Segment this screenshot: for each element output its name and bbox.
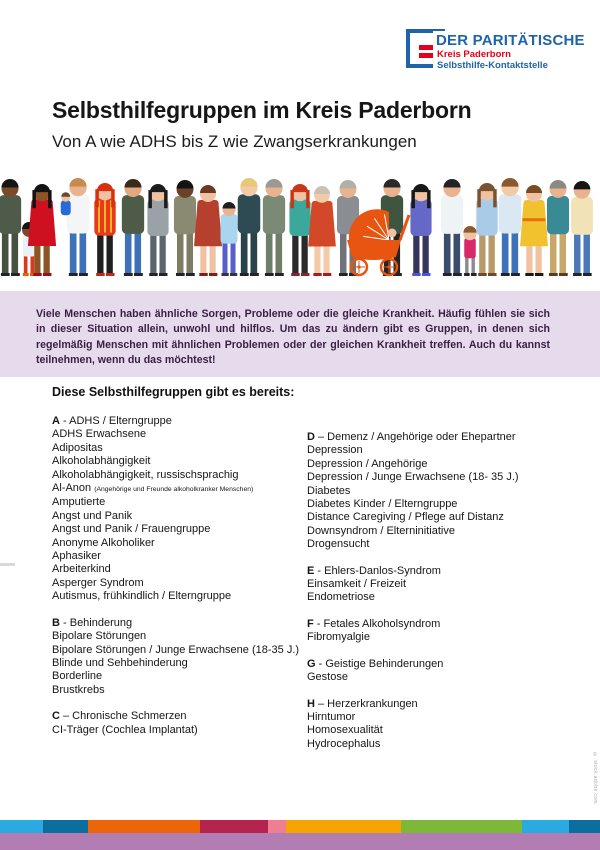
group-item: Drogensucht	[307, 538, 370, 551]
group-section	[52, 710, 307, 737]
group-lead: A - ADHS / Elterngruppe	[52, 415, 172, 427]
group-item: Alkoholabhängigkeit, russischsprachig	[52, 468, 239, 481]
group-item: Downsyndrom / Elterninitiative	[307, 524, 455, 537]
group-item: Asperger Syndrom	[52, 576, 144, 589]
logo-region: Kreis Paderborn	[437, 49, 511, 60]
group-section	[307, 618, 560, 645]
group-lead: E - Ehlers-Danlos-Syndrom	[307, 564, 441, 577]
group-item: Blinde und Sehbehinderung	[52, 656, 188, 669]
group-item: Anonyme Alkoholiker	[52, 536, 155, 549]
group-item: Depression / Junge Erwachsene (18- 35 J.)	[307, 471, 519, 484]
group-item: Adipositas	[52, 441, 103, 454]
group-lead: H – Herzerkrankungen	[307, 697, 418, 710]
page-subtitle: Von A wie ADHS bis Z wie Zwangserkrankungen	[52, 132, 417, 151]
group-lead: F - Fetales Alkoholsyndrom	[307, 617, 441, 630]
footer-color-stripe	[0, 820, 600, 833]
page-title: Selbsthilfegruppen im Kreis Paderborn	[52, 97, 472, 123]
intro-text: Viele Menschen haben ähnliche Sorgen, Probleme oder die gleiche Krankheit. Häufig fühlen sie sich in dieser Situation allein, unwohl und hilflos. Um das zu ändern gibt es Gruppen, in denen sich regelmäßig Menschen mit ähnlichen Problemen oder der gleichen Krankheit treffen. Auch du kannst teilnehmen, wenn du das möchtest!	[36, 308, 550, 366]
group-letter: C	[52, 710, 60, 723]
group-item: CI-Träger (Cochlea Implantat)	[52, 723, 198, 736]
group-item: Einsamkeit / Freizeit	[307, 578, 407, 591]
group-lead: C – Chronische Schmerzen	[52, 710, 187, 723]
group-item: Aphasiker	[52, 550, 101, 563]
group-item: Autismus, frühkindlich / Elterngruppe	[52, 590, 232, 603]
stripe-segment	[268, 820, 286, 833]
group-lead: G - Geistige Behinderungen	[307, 657, 444, 670]
logo-text-block	[433, 31, 585, 71]
group-section	[52, 415, 307, 604]
stripe-segment	[200, 820, 268, 833]
group-section	[307, 658, 560, 685]
group-item: Hydrocephalus	[307, 737, 381, 750]
group-item: Bipolare Störungen	[52, 630, 147, 643]
stripe-segment	[522, 820, 569, 833]
group-item: Borderline	[52, 670, 103, 683]
group-item: Angst und Panik	[52, 509, 133, 522]
crowd-illustration	[0, 160, 600, 282]
group-item: Gestose	[307, 671, 348, 684]
stripe-segment	[88, 820, 200, 833]
group-item: Diabetes Kinder / Elterngruppe	[307, 498, 458, 511]
group-item: Alkoholabhängigkeit	[52, 455, 151, 468]
group-item: Distance Caregiving / Pflege auf Distanz	[307, 511, 504, 524]
group-item: Depression	[307, 444, 363, 457]
group-columns	[52, 415, 560, 764]
group-item-note: (Angehörige und Freunde alkoholkranker Menschen)	[94, 486, 254, 494]
group-item: Amputierte	[52, 496, 106, 509]
group-letter: F	[307, 617, 314, 630]
group-lead: D – Demenz / Angehörige oder Ehepartner	[307, 431, 516, 443]
group-letter: E	[307, 564, 315, 577]
group-item: Diabetes	[307, 484, 351, 497]
image-credit: © stock.adobe.com	[592, 752, 598, 804]
stripe-segment	[401, 820, 522, 833]
group-item: Fibromyalgie	[307, 631, 370, 644]
group-letter: B	[52, 616, 60, 629]
stripe-segment	[286, 820, 401, 833]
group-column-left	[52, 415, 307, 764]
group-letter: A	[52, 415, 60, 427]
group-section	[307, 431, 560, 552]
group-item: Angst und Panik / Frauengruppe	[52, 523, 211, 536]
logo-unit: Selbsthilfe-Kontaktstelle	[437, 60, 548, 71]
group-section	[307, 698, 560, 752]
logo-org-name: DER PARITÄTISCHE	[436, 32, 585, 49]
group-lead: B - Behinderung	[52, 616, 133, 629]
fold-mark	[0, 563, 15, 566]
group-item: Hirntumor	[307, 710, 356, 723]
list-heading: Diese Selbsthilfegruppen gibt es bereits:	[52, 385, 295, 399]
group-section	[52, 617, 307, 697]
group-letter: H	[307, 697, 315, 710]
stripe-segment	[43, 820, 88, 833]
group-letter: G	[307, 657, 316, 670]
stripe-segment	[0, 820, 43, 833]
group-item: Bipolare Störungen / Junge Erwachsene (18-35 J.)	[52, 643, 300, 656]
group-item: Depression / Angehörige	[307, 457, 428, 470]
group-item: Arbeiterkind	[52, 563, 111, 576]
group-item: Homosexualität	[307, 724, 383, 737]
group-item: Brustkrebs	[52, 683, 105, 696]
group-section	[307, 565, 560, 605]
group-item: Endometriose	[307, 591, 375, 604]
stripe-segment	[569, 820, 600, 833]
group-item: ADHS Erwachsene	[52, 428, 147, 441]
intro-box	[0, 291, 600, 377]
paritaetische-logo	[406, 28, 585, 80]
footer-purple-bar	[0, 833, 600, 850]
group-letter: D	[307, 431, 315, 443]
group-item: Al-Anon (Angehörige und Freunde alkoholkranker Menschen)	[52, 482, 254, 495]
group-column-right	[307, 415, 560, 764]
